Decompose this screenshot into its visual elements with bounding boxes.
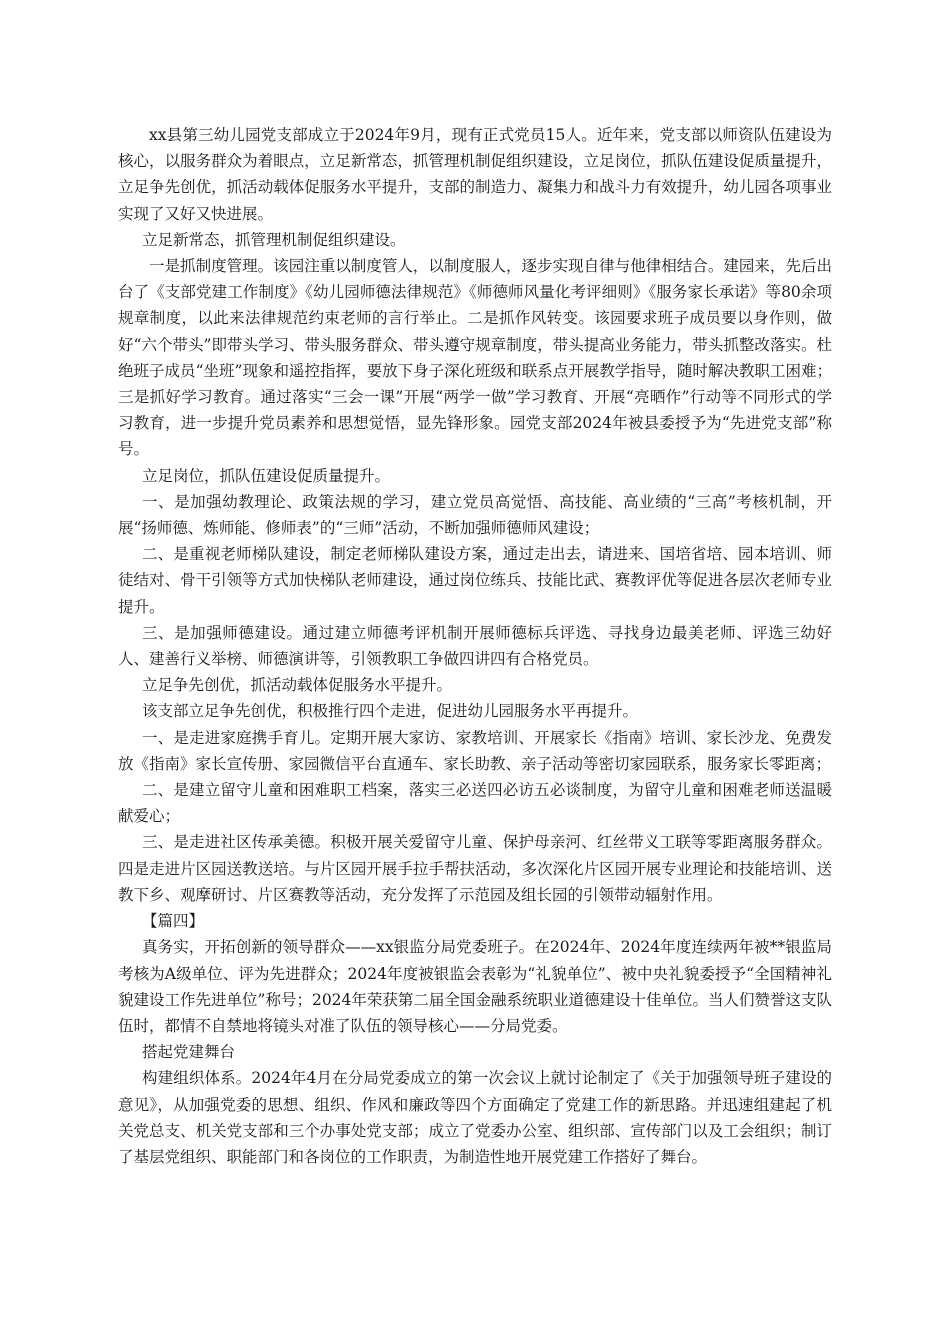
- section-heading: 立足岗位，抓队伍建设促质量提升。: [142, 466, 391, 485]
- section-heading: 立足新常态，抓管理机制促组织建设。: [142, 230, 406, 249]
- list-paragraph: 三、是加强师德建设。通过建立师德考评机制开展师德标兵评选、寻找身边最美老师、评选三幼好人、建善行义举榜、师德演讲等，引领教职工争做四讲四有合格党员。: [118, 623, 832, 669]
- body-paragraph: 真务实，开拓创新的领导群众——xx银监分局党委班子。在2024年、2024年度连续两年被**银监局考核为A级单位、评为先进群众；2024年度被银监会表彰为“礼貌单位”、被中央礼貌委授予“全国精神礼貌建设工作先进单位”称号；2024年荣获第二届全国金融系统职业道德建设十佳单位。当人们赞誉这支队伍时，都情不自禁地将镜头对准了队伍的领导核心——分局党委。: [118, 938, 832, 1035]
- section-heading: 搭起党建舞台: [142, 1043, 236, 1062]
- body-paragraph: 该支部立足争先创优，积极推行四个走进，促进幼儿园服务水平再提升。: [142, 702, 639, 721]
- list-paragraph: 一、是走进家庭携手育儿。定期开展大家访、家教培训、开展家长《指南》培训、家长沙龙、免费发放《指南》家长宣传册、家园微信平台直通车、家长助教、亲子活动等密切家园联系，服务家长零距离；: [118, 728, 832, 773]
- intro-paragraph: xx县第三幼儿园党支部成立于2024年9月，现有正式党员15人。近年来，党支部以师资队伍建设为核心，以服务群众为着眼点，立足新常态，抓管理机制促组织建设，立足岗位，抓队伍建设促质量提升，立足争先创优，抓活动载体促服务水平提升，支部的制造力、凝集力和战斗力有效提升，幼儿园各项事业实现了又好又快进展。: [118, 126, 832, 223]
- list-paragraph: 一、是加强幼教理论、政策法规的学习，建立党员高觉悟、高技能、高业绩的“三高”考核机制，开展“扬师德、炼师能、修师表”的“三师”活动，不断加强师德师风建设；: [118, 492, 832, 538]
- document-page: [118, 122, 832, 1170]
- chapter-heading: 【篇四】: [142, 912, 205, 931]
- list-paragraph: 二、是重视老师梯队建设，制定老师梯队建设方案，通过走出去，请进来、国培省培、园本培训、师徒结对、骨干引领等方式加快梯队老师建设，通过岗位练兵、技能比武、赛教评优等促进各层次老师专业提升。: [118, 545, 832, 616]
- section-heading: 立足争先创优，抓活动载体促服务水平提升。: [142, 676, 453, 695]
- list-paragraph: 二、是建立留守儿童和困难职工档案，落实三必送四必访五必谈制度，为留守儿童和困难老师送温暖献爱心；: [118, 781, 832, 826]
- body-paragraph: 构建组织体系。2024年4月在分局党委成立的第一次会议上就讨论制定了《关于加强领导班子建设的意见》，从加强党委的思想、组织、作风和廉政等四个方面确定了党建工作的新思路。并迅速组建起了机关党总支、机关党支部和三个办事处党支部；成立了党委办公室、组织部、宣传部门以及工会组织；制订了基层党组织、职能部门和各岗位的工作职责，为制造性地开展党建工作搭好了舞台。: [118, 1069, 832, 1166]
- body-paragraph: 一是抓制度管理。该园注重以制度管人，以制度服人，逐步实现自律与他律相结合。建园来，先后出台了《支部党建工作制度》《幼儿园师德法律规范》《师德师风量化考评细则》《服务家长承诺》等80余项规章制度，以此来法律规范约束老师的言行举止。二是抓作风转变。该园要求班子成员要以身作则，做好“六个带头”即带头学习、带头服务群众、带头遵守规章制度，带头提高业务能力，带头抓整改落实。杜绝班子成员“坐班”现象和遥控指挥，要放下身子深化班级和联系点开展教学指导，随时解决教职工困难；三是抓好学习教育。通过落实“三会一课”开展“两学一做”学习教育、开展“亮晒作”行动等不同形式的学习教育，进一步提升党员素养和思想觉悟，显先锋形象。园党支部2024年被县委授予为“先进党支部”称号。: [118, 257, 832, 459]
- list-paragraph: 三、是走进社区传承美德。积极开展关爱留守儿童、保护母亲河、红丝带义工联等零距离服务群众。四是走进片区园送教送培。与片区园开展手拉手帮扶活动，多次深化片区园开展专业理论和技能培训、送教下乡、观摩研讨、片区赛教等活动，充分发挥了示范园及组长园的引领带动辐射作用。: [118, 833, 832, 904]
